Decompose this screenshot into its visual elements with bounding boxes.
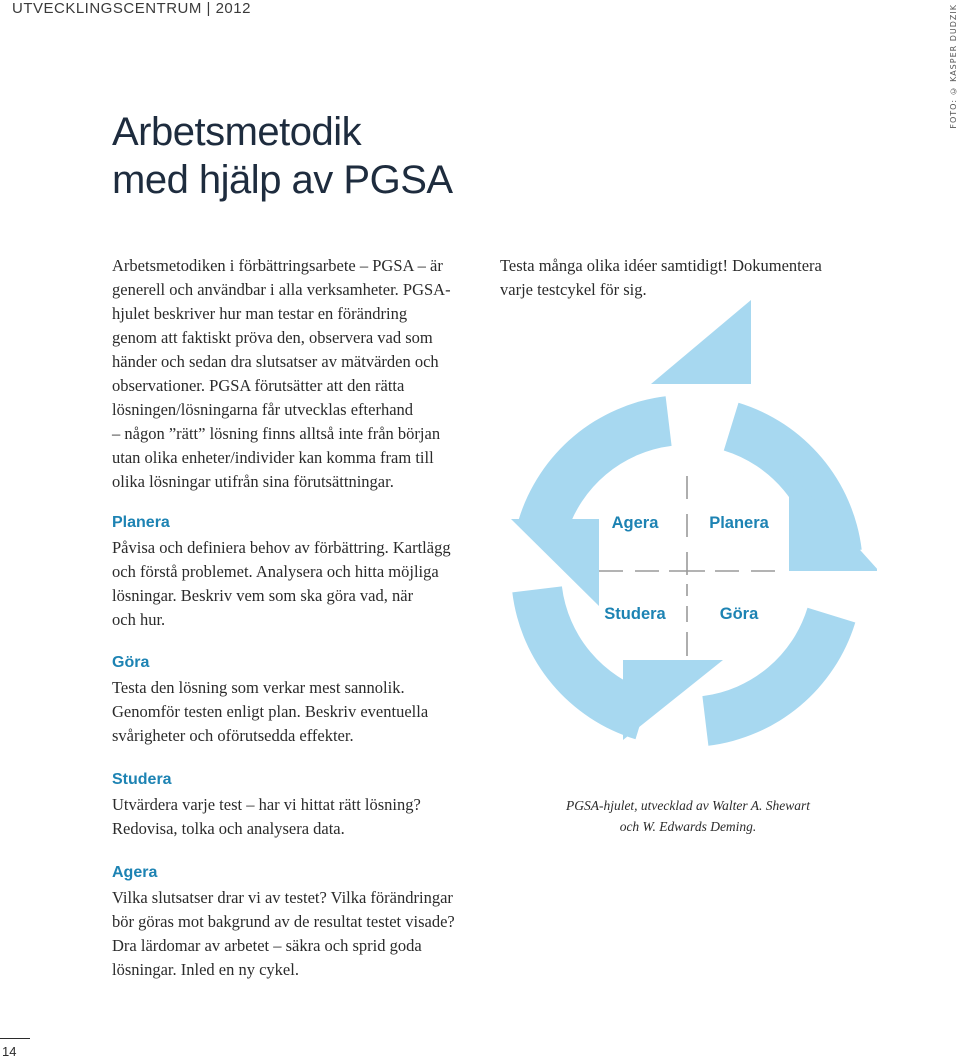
section-line: Utvärdera varje test – har vi hittat rätt lösning? (112, 795, 421, 814)
caption-line: och W. Edwards Deming. (619, 819, 757, 834)
section-line: Vilka slutsatser drar vi av testet? Vilka förändringar (112, 888, 453, 907)
section-line: och hur. (112, 610, 166, 629)
title-line: med hjälp av PGSA (112, 158, 453, 202)
intro-line: – någon ”rätt” lösning finns alltså inte från början (112, 424, 441, 443)
intro-line: genom att faktiskt pröva den, observera vad som (112, 328, 433, 347)
section-line: Genomför testen enligt plan. Beskriv eventuella (112, 702, 429, 721)
intro-line: olika lösningar utifrån sina förutsättningar. (112, 472, 394, 491)
wheel-label-planera: Planera (709, 514, 769, 532)
section-heading: Göra (112, 654, 150, 671)
caption-line: PGSA-hjulet, utvecklad av Walter A. Shewart (565, 798, 811, 813)
section-line: Testa den lösning som verkar mest sannolik. (112, 678, 405, 697)
section-line: bör göras mot bakgrund av de resultat testet visade? (112, 912, 455, 931)
intro-line: observationer. PGSA förutsätter att den rätta (112, 376, 405, 395)
intro-line: generell och användbar i alla verksamheter. PGSA- (112, 280, 451, 299)
side-note-line: varje testcykel för sig. (500, 280, 647, 299)
section-text (112, 793, 484, 841)
side-note-line: Testa många olika idéer samtidigt! Dokumentera (500, 256, 822, 275)
section-line: lösningar. Inled en ny cykel. (112, 960, 299, 979)
section-planera (112, 512, 484, 632)
publication-header: UTVECKLINGSCENTRUM | 2012 (12, 0, 251, 17)
quadrant-dividers (599, 476, 775, 656)
section-heading: Studera (112, 771, 172, 788)
section-text (112, 536, 484, 632)
section-studera (112, 769, 484, 841)
section-heading: Agera (112, 864, 158, 881)
section-line: Påvisa och definiera behov av förbättring. Kartlägg (112, 538, 451, 557)
intro-line: lösningen/lösningarna får utvecklas efterhand (112, 400, 414, 419)
intro-line: utan olika enheter/individer kan komma fram till (112, 448, 434, 467)
page-number: 14 (0, 1038, 30, 1059)
intro-line: hjulet beskriver hur man testar en förändring (112, 304, 408, 323)
title-line: Arbetsmetodik (112, 110, 362, 154)
arrowhead-top (651, 300, 751, 384)
section-gora (112, 652, 484, 748)
wheel-label-studera: Studera (604, 605, 666, 623)
figure-caption (518, 795, 858, 837)
section-line: Redovisa, tolka och analysera data. (112, 819, 345, 838)
section-agera (112, 862, 484, 982)
photo-credit: FOTO: © KASPER DUDZIK (949, 4, 958, 129)
section-heading: Planera (112, 514, 170, 531)
section-text (112, 886, 484, 982)
section-line: svårigheter och oförutsedda effekter. (112, 726, 354, 745)
intro-line: händer och sedan dra slutsatser av mätvärden och (112, 352, 439, 371)
page-title (112, 108, 532, 204)
pgsa-wheel-diagram (497, 286, 877, 746)
wheel-label-gora: Göra (719, 605, 759, 623)
section-line: Dra lärdomar av arbetet – säkra och sprid goda (112, 936, 422, 955)
section-text (112, 676, 484, 748)
ring-segment (702, 608, 855, 746)
section-line: och förstå problemet. Analysera och hitta möjliga (112, 562, 439, 581)
wheel-label-agera: Agera (611, 514, 659, 532)
intro-line: Arbetsmetodiken i förbättringsarbete – PGSA – är (112, 256, 443, 275)
intro-paragraph (112, 254, 464, 494)
section-line: lösningar. Beskriv vem som ska göra vad, när (112, 586, 414, 605)
